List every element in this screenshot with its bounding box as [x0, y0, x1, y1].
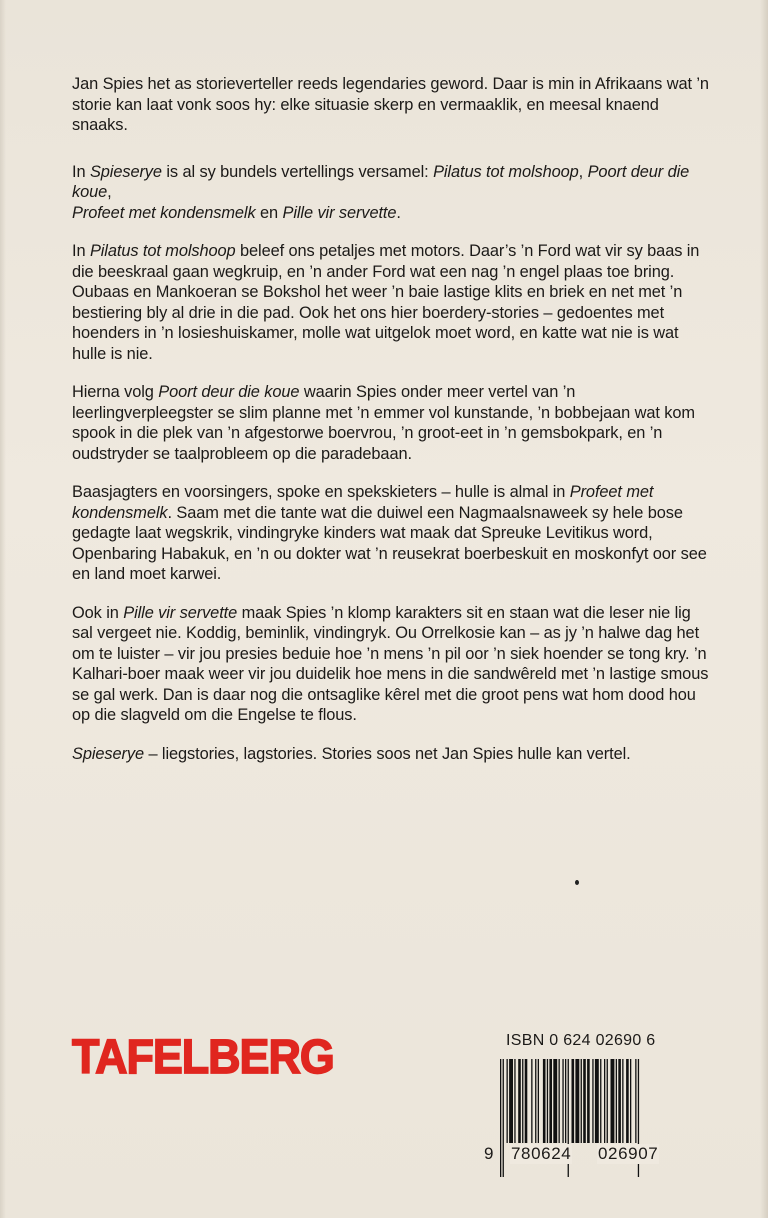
barcode-bar — [514, 1059, 515, 1143]
barcode-bar — [562, 1059, 563, 1143]
barcode-bar — [525, 1059, 528, 1143]
blurb-paragraph-5 — [72, 482, 712, 585]
barcode-bar — [547, 1059, 548, 1143]
blurb-paragraph-2 — [72, 162, 712, 224]
blurb-paragraph-3 — [72, 241, 712, 364]
title-profeet: Profeet met kondensmelk — [72, 483, 654, 522]
barcode-bar — [581, 1059, 582, 1143]
isbn-label: ISBN 0 624 02690 6 — [506, 1032, 656, 1049]
barcode-bar — [630, 1059, 631, 1143]
blurb-paragraph-1 — [72, 74, 712, 136]
barcode-bar — [583, 1059, 586, 1143]
text-run: en — [255, 203, 283, 222]
barcode-bar — [595, 1059, 599, 1143]
title-poort: Poort deur die koue — [158, 383, 300, 401]
text-run: waarin Spies onder meer vertel van ’n leerlingverpleegster se slim planne met ’n emmer vol kunstande, ’n bobbejaan wat kom spook in die plek van ’n afgestorwe boervrou, ’n groot-eet in ’n gemsbokpark, en ’n oudstryder se taalprobleem op die paradebaan. — [72, 383, 695, 463]
barcode-bar — [559, 1059, 560, 1143]
barcode-left-digits: 780624 — [511, 1144, 572, 1163]
barcode-bar — [565, 1059, 566, 1143]
publisher-logo: TAFELBERG — [72, 1030, 334, 1084]
title-pille: Pille vir servette — [123, 603, 238, 622]
title-pilatus: Pilatus tot molshoop — [89, 242, 236, 260]
blurb-p1-text: Jan Spies het as storieverteller reeds legendaries geword. Daar is min in Afrikaans wat ’n storie kan laat vonk soos hy: elke situasie skerp en vermaaklik, en meesal knaend snaaks. — [72, 75, 709, 134]
text-run: is al sy bundels vertellings versamel: — [161, 162, 434, 181]
barcode-bar — [592, 1059, 593, 1143]
barcode-bar — [587, 1059, 590, 1143]
barcode-bar — [522, 1059, 523, 1143]
barcode-bar — [549, 1059, 552, 1143]
text-run: , — [578, 162, 588, 181]
barcode-bar — [518, 1059, 521, 1143]
title-spieserye: Spieserye — [89, 162, 162, 181]
barcode-bar — [626, 1059, 629, 1143]
barcode-bar — [543, 1059, 546, 1143]
barcode-bar — [607, 1059, 608, 1143]
text-run: beleef ons petaljes met motors. Daar’s ’n Ford wat vir sy baas in die beeskraal gaan wegkruip, en ’n ander Ford wat een nag ’n engel plaas toe bring. Oubaas en Mankoeran se Bokshol het weer ’n baie lastige klits en briek en net met ’n bestiering bly al drie in die pad. Ook het ons hier boerdery-stories – gedoentes met hoenders in ’n losieshuiskamer, molle wat uitgelok moet word, en katte wat nie is wat hulle is nie. — [72, 242, 700, 363]
text-run: In — [72, 242, 90, 260]
text-run: – liegstories, lagstories. Stories soos net Jan Spies hulle kan vertel. — [144, 744, 631, 763]
barcode-bar — [535, 1059, 536, 1143]
barcode-bar — [507, 1059, 508, 1143]
barcode-bar — [622, 1059, 623, 1143]
text-run: Ook in — [72, 603, 124, 622]
title-profeet: Profeet met kondensmelk — [72, 203, 256, 222]
barcode-right-digits: 026907 — [598, 1144, 659, 1163]
text-run: Hierna volg — [72, 383, 159, 401]
barcode-bar — [618, 1059, 621, 1143]
blurb-paragraph-7 — [72, 744, 712, 765]
blurb-paragraph-4 — [72, 382, 712, 464]
barcode-bar — [604, 1059, 605, 1143]
blurb-text — [72, 74, 712, 782]
blurb-paragraph-6 — [72, 603, 712, 726]
barcode-bar — [500, 1059, 501, 1177]
title-pille: Pille vir servette — [282, 203, 397, 222]
barcode-bar — [635, 1059, 636, 1143]
text-run: , — [107, 183, 112, 201]
barcode-bar — [611, 1059, 615, 1143]
barcode-bar — [503, 1059, 504, 1177]
barcode-bar — [538, 1059, 539, 1143]
barcode-bar — [531, 1059, 532, 1143]
barcode-lead-digit: 9 — [484, 1144, 494, 1163]
cover-edge-left — [0, 0, 6, 1218]
title-spieserye: Spieserye — [72, 744, 144, 763]
barcode-bar — [572, 1059, 575, 1143]
title-pilatus: Pilatus tot molshoop — [433, 162, 579, 181]
text-run: maak Spies ’n klomp karakters sit en staan wat die leser nie lig sal vergeet nie. Koddig, beminlik, vindingryk. Ou Orrelkosie kan – as jy ’n halwe dag het om te luister – vir jou presies beduie hoe ’n mens ’n pil oor ’n siek hoender se tong kry. ’n Kalhari-boer maak weer vir jou duidelik hoe mens in die sandwêreld met ’n lastige smous se gal werk. Dan is daar nog die ontsaglike kêrel met die groot pens wat hom dood hou op die slagveld om die Engelse te flous. — [72, 603, 709, 724]
text-run: In — [72, 162, 90, 181]
text-run: . — [396, 203, 401, 222]
barcode-bar — [616, 1059, 617, 1143]
barcode-bar — [509, 1059, 513, 1143]
text-run: . Saam met die tante wat die duiwel een Nagmaalsnaweek sy hele bose gedagte laat wegskrik, vindingryke kinders wat maak dat Spreuke Levitikus word, Openbaring Habakuk, en ’n ou dokter wat ’n reusekrat boerbeskuit en moskonfyt oor see en land moet karwei. — [72, 503, 707, 583]
text-run: Baasjagters en voorsingers, spoke en spekskieters – hulle is almal in — [72, 483, 570, 501]
barcode-bar — [553, 1059, 557, 1143]
barcode-bar — [575, 1059, 579, 1143]
barcode-bar — [600, 1059, 601, 1143]
cover-edge-right — [760, 0, 768, 1218]
title-poort: Poort deur die koue — [72, 162, 690, 201]
print-speck — [575, 880, 579, 885]
